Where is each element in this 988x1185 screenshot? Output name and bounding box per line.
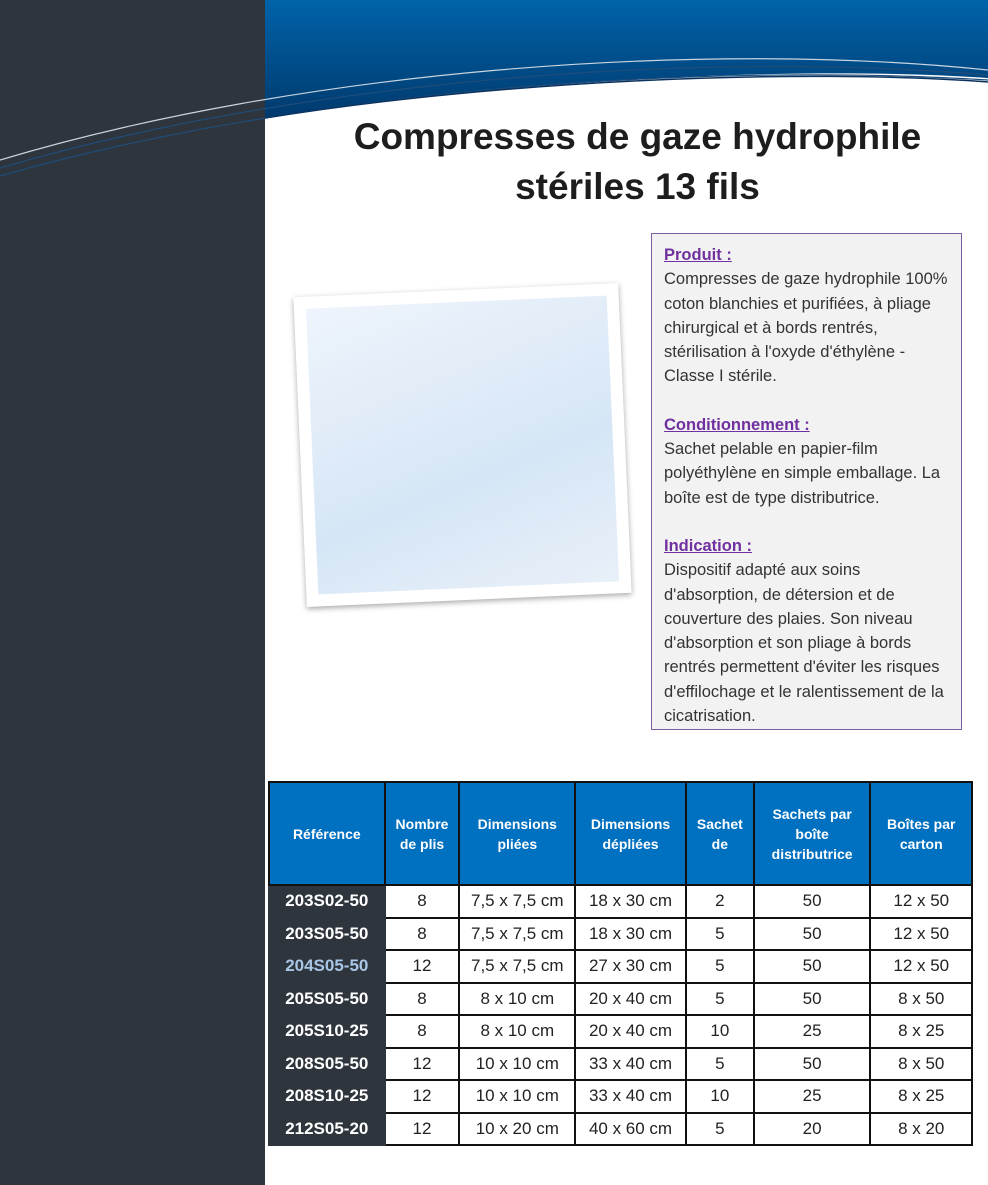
reference-cell: 203S02-50 [269, 885, 385, 918]
reference-cell: 205S10-25 [269, 1015, 385, 1048]
product-reference-table [268, 781, 973, 1146]
table-cell: 8 x 50 [870, 983, 972, 1016]
title-line-2: stériles 13 fils [515, 166, 760, 207]
table-cell: 33 x 40 cm [575, 1080, 686, 1113]
table-cell: 8 x 50 [870, 1048, 972, 1081]
product-photo [293, 283, 631, 607]
indication-text: Dispositif adapté aux soins d'absorption, de détersion et de couverture des plaies. Son niveau d'absorption et son pliage à bords rentrés permettent d'éviter les risques d'effilochage et le ralentissement de la cicatrisation. [664, 561, 944, 726]
table-cell: 25 [754, 1080, 871, 1113]
table-cell: 50 [754, 1048, 871, 1081]
table-row [269, 983, 972, 1016]
title-line-1: Compresses de gaze hydrophile [353, 116, 922, 157]
produit-heading: Produit : [664, 246, 732, 264]
table-cell: 2 [686, 885, 754, 918]
table-cell: 10 x 10 cm [459, 1080, 575, 1113]
reference-cell: 208S05-50 [269, 1048, 385, 1081]
table-cell: 8 [385, 885, 460, 918]
column-header: Référence [269, 782, 385, 885]
table-cell: 8 [385, 918, 460, 951]
table-cell: 50 [754, 885, 871, 918]
table-cell: 20 x 40 cm [575, 983, 686, 1016]
table-cell: 10 [686, 1015, 754, 1048]
product-info-box [651, 233, 962, 730]
table-cell: 12 [385, 950, 460, 983]
column-header: Sachets par boîte distributrice [754, 782, 871, 885]
table-cell: 7,5 x 7,5 cm [459, 918, 575, 951]
table-cell: 12 [385, 1080, 460, 1113]
indication-heading: Indication : [664, 536, 752, 555]
column-header: Sachet de [686, 782, 754, 885]
table-cell: 5 [686, 1048, 754, 1081]
product-photo-image [306, 296, 619, 595]
table-cell: 10 x 20 cm [459, 1113, 575, 1146]
table-cell: 27 x 30 cm [575, 950, 686, 983]
table-cell: 8 x 10 cm [459, 1015, 575, 1048]
table-cell: 20 [754, 1113, 871, 1146]
column-header: Nombre de plis [385, 782, 460, 885]
table-cell: 40 x 60 cm [575, 1113, 686, 1146]
table-row [269, 950, 972, 983]
table-cell: 10 [686, 1080, 754, 1113]
table-cell: 12 x 50 [870, 918, 972, 951]
table-cell: 12 x 50 [870, 885, 972, 918]
table-cell: 12 [385, 1048, 460, 1081]
table-cell: 8 x 20 [870, 1113, 972, 1146]
table-row [269, 1080, 972, 1113]
table-cell: 7,5 x 7,5 cm [459, 885, 575, 918]
table-cell: 50 [754, 983, 871, 1016]
table-cell: 5 [686, 918, 754, 951]
conditionnement-text: Sachet pelable en papier-film polyéthylène en simple emballage. La boîte est de type distributrice. [664, 440, 941, 507]
column-header: Dimensions pliées [459, 782, 575, 885]
table-cell: 8 [385, 1015, 460, 1048]
reference-cell: 204S05-50 [269, 950, 385, 983]
table-row [269, 1015, 972, 1048]
table-cell: 8 [385, 983, 460, 1016]
table-row [269, 1113, 972, 1146]
table-cell: 12 [385, 1113, 460, 1146]
table-cell: 5 [686, 1113, 754, 1146]
table-cell: 25 [754, 1015, 871, 1048]
table-cell: 18 x 30 cm [575, 918, 686, 951]
table-cell: 8 x 25 [870, 1015, 972, 1048]
table-cell: 20 x 40 cm [575, 1015, 686, 1048]
table-cell: 8 x 25 [870, 1080, 972, 1113]
table-row [269, 918, 972, 951]
table-cell: 50 [754, 918, 871, 951]
produit-text: Compresses de gaze hydrophile 100% coton blanchies et purifiées, à pliage chirurgical et à bords rentrés, stérilisation à l'oxyde d'éthylène - Classe I stérile. [664, 270, 948, 386]
table-cell: 8 x 10 cm [459, 983, 575, 1016]
table-cell: 18 x 30 cm [575, 885, 686, 918]
reference-cell: 203S05-50 [269, 918, 385, 951]
column-header: Boîtes par carton [870, 782, 972, 885]
page-title [265, 112, 988, 212]
table-cell: 5 [686, 950, 754, 983]
conditionnement-heading: Conditionnement : [664, 415, 810, 434]
reference-cell: 212S05-20 [269, 1113, 385, 1146]
table-cell: 10 x 10 cm [459, 1048, 575, 1081]
reference-cell: 205S05-50 [269, 983, 385, 1016]
table-row [269, 885, 972, 918]
reference-cell: 208S10-25 [269, 1080, 385, 1113]
table-cell: 33 x 40 cm [575, 1048, 686, 1081]
column-header: Dimensions dépliées [575, 782, 686, 885]
table-cell: 7,5 x 7,5 cm [459, 950, 575, 983]
table-row [269, 1048, 972, 1081]
table-cell: 50 [754, 950, 871, 983]
table-cell: 12 x 50 [870, 950, 972, 983]
table-cell: 5 [686, 983, 754, 1016]
